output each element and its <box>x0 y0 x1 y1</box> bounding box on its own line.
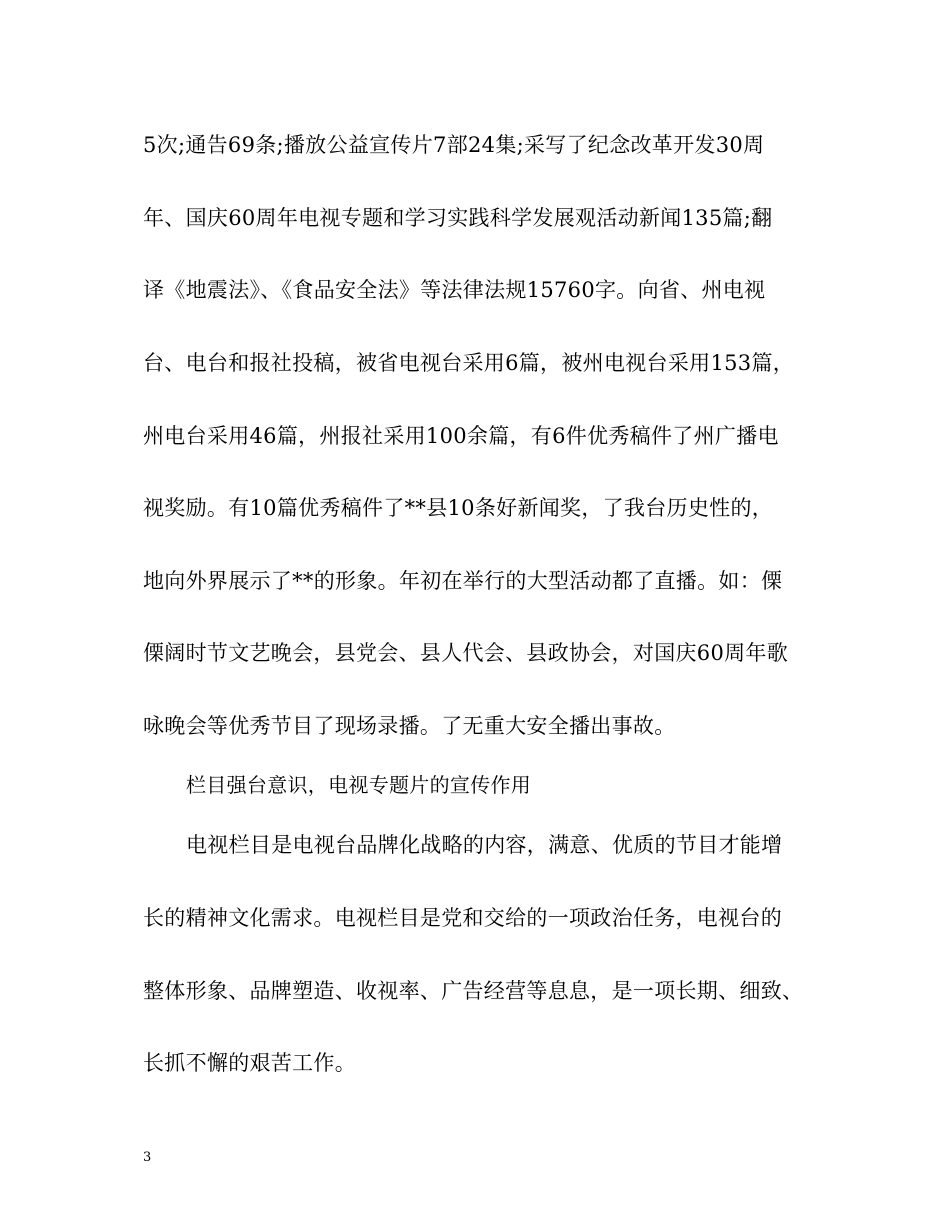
body-text-line: 咏晚会等优秀节目了现场录播。了无重大安全播出事故。 <box>143 714 676 738</box>
body-text-line: 长的精神文化需求。电视栏目是党和交给的一项政治任务，电视台的 <box>143 906 782 930</box>
body-text-line: 傈阔时节文艺晚会，县党会、县人代会、县政协会，对国庆60周年歌 <box>143 641 789 665</box>
body-text-line: 地向外界展示了**的形象。年初在举行的大型活动都了直播。如：傈 <box>143 569 783 593</box>
body-text-line: 台、电台和报社投稿，被省电视台采用6篇，被州电视台采用153篇， <box>143 351 795 375</box>
body-text-line: 年、国庆60周年电视专题和学习实践科学发展观活动新闻135篇;翻 <box>143 206 773 230</box>
body-text-line: 电视栏目是电视台品牌化战略的内容，满意、优质的节目才能增 <box>186 833 783 857</box>
body-text-line: 译《地震法》、《食品安全法》等法律法规15760字。向省、州电视 <box>143 278 766 302</box>
page-number: 3 <box>143 1150 152 1165</box>
body-text-line: 5次;通告69条;播放公益宣传片7部24集;采写了纪念改革开发30周 <box>143 133 765 157</box>
section-heading: 栏目强台意识，电视专题片的宣传作用 <box>186 773 532 797</box>
body-text-line: 视奖励。有10篇优秀稿件了**县10条好新闻奖，了我台历史性的， <box>143 496 774 520</box>
body-text-line: 整体形象、品牌塑造、收视率、广告经营等息息，是一项长期、细致、 <box>143 979 804 1003</box>
body-text-line: 州电台采用46篇，州报社采用100余篇，有6件优秀稿件了州广播电 <box>143 424 779 448</box>
body-text-line: 长抓不懈的艰苦工作。 <box>143 1051 356 1075</box>
